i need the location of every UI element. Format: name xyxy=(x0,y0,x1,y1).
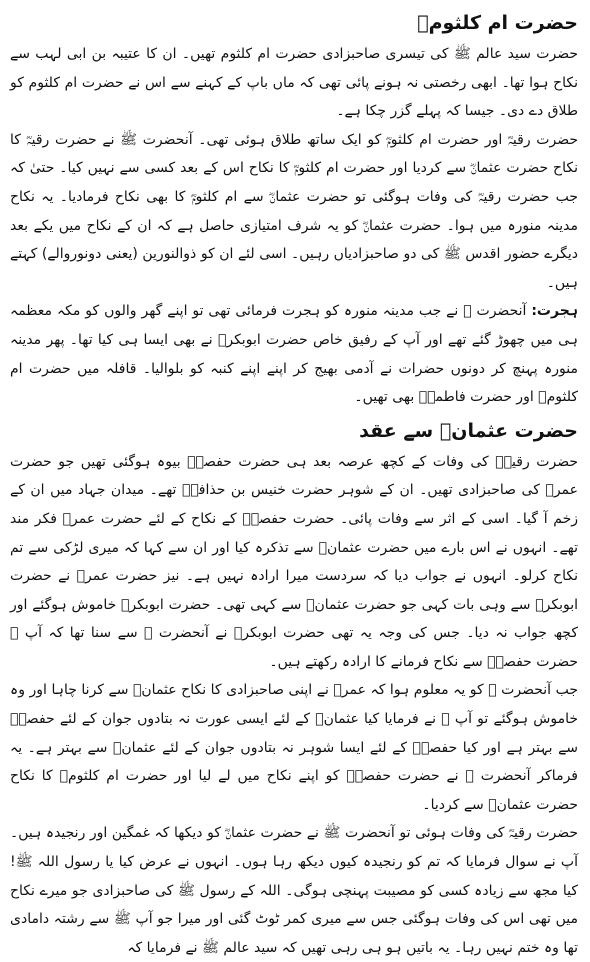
paragraph: حضرت رقیہؓ کی وفات ہوئی تو آنحضرت ﷺ نے حضرت عثمانؓ کو دیکھا کہ غمگین اور رنجیدہ ہیں۔ آپ نے سوال فرمایا کہ تم کو رنجیدہ کیوں دیکھ رہا ہوں۔ انہوں نے عرض کیا یا رسول اللہ ﷺ! کیا مجھ سے زیادہ کسی کو مصیبت پہنچی ہوگی۔ اللہ کے رسول ﷺ کی صاحبزادی جو میرے نکاح میں تھی اس کی وفات ہوگئی جس سے میری کمر ٹوٹ گئی اور میرا جو آپ ﷺ سے رشتہ دامادی تھا وہ ختم نہیں رہا۔ یہ باتیں ہو ہی رہی تھیں کہ سید عالم ﷺ نے فرمایا کہ xyxy=(10,825,578,956)
paragraph: جب آنحضرت ﷺ کو یہ معلوم ہوا کہ عمرؓ نے اپنی صاحبزادی کا نکاح عثمانؓ سے کرنا چاہا اور وہ خاموش ہوگئے تو آپ ﷺ نے فرمایا کیا عثمانؓ کے لئے ایسی عورت نہ بتادوں جوان کے لئے حفصہؓ سے بہتر ہے اور کیا حفصہؓ کے لئے ایسا شوہر نہ بتادوں جوان کے لئے عثمانؓ سے بہتر ہے۔ یہ فرماکر آنحضرت ﷺ نے حضرت حفصہؓ کو اپنے نکاح میں لے لیا اور حضرت ام کلثومؓ کا نکاح حضرت عثمانؓ سے کردیا۔ xyxy=(10,682,578,813)
paragraph-hijrat xyxy=(10,297,578,411)
section-heading-marriage: حضرت عثمانؓ سے عقد xyxy=(359,419,578,442)
hijrat-label: ہجرت: xyxy=(531,303,578,320)
paragraph: حضرت رقیہؓ کی وفات کے کچھ عرصہ بعد ہی حضرت حفصہؓ بیوہ ہوگئی تھیں جو حضرت عمرؓ کی صاحبزادی تھیں۔ ان کے شوہر حضرت خنیس بن حذافہؓ تھے۔ میدان جہاد میں ان کے زخم آ گیا۔ اسی کے اثر سے وفات پائی۔ حضرت حفصہؓ کے نکاح کے لئے حضرت عمرؓ فکر مند تھے۔ انہوں نے اس بارے میں حضرت عثمانؓ سے تذکرہ کیا اور ان سے کہا کہ میری لڑکی سے تم نکاح کرلو۔ انہوں نے جواب دیا کہ سردست میرا ارادہ نہیں ہے۔ نیز حضرت عمرؓ نے حضرت ابوبکرؓ سے وہی بات کہی جو حضرت عثمانؓ سے کہی تھی۔ حضرت ابوبکرؓ خاموش ہوگئے اور کچھ جواب نہ دیا۔ جس کی وجہ یہ تھی حضرت ابوبکرؓ نے آنحضرت ﷺ سے سنا تھا کہ آپ ﷺ حضرت حفصہؓ سے نکاح فرمانے کا ارادہ رکھتے ہیں۔ xyxy=(10,453,578,670)
section-heading-umm-kulthum: حضرت ام کلثومؓ xyxy=(417,12,578,34)
paragraph: حضرت رقیہؓ اور حضرت ام کلثومؓ کو ایک ساتھ طلاق ہوئی تھی۔ آنحضرت ﷺ نے حضرت رقیہؓ کا نکاح حضرت عثمانؓ سے کردیا اور حضرت ام کلثومؓ کا نکاح اس کے بعد کسی سے نہیں کیا۔ حتیٰ کہ جب حضرت رقیہؓ کی وفات ہوگئی تو حضرت عثمانؓ سے ام کلثومؓ کا بھی نکاح فرمادیا۔ یہ نکاح مدینہ منورہ میں ہوا۔ حضرت عثمانؓ کو یہ شرف امتیازی حاصل ہے کہ ان کے نکاح میں یکے بعد دیگرے حضور اقدس ﷺ کی دو صاحبزادیاں رہیں۔ اسی لئے ان کو ذوالنورین (یعنی دونوروالے) کہتے ہیں۔ xyxy=(10,131,578,291)
hijrat-text: آنحضرت ﷺ نے جب مدینہ منورہ کو ہجرت فرمائی تھی تو اپنے گھر والوں کو مکہ معظمہ ہی میں چھوڑ گئے تھے اور آپ کے رفیق خاص حضرت ابوبکرؓ نے بھی ایسا ہی کیا تھا۔ پھر مدینہ منورہ پہنچ کر دونوں حضرات نے آدمی بھیج کر اپنے اپنے کنبہ کو بلوالیا۔ قافلہ میں حضرت ام کلثومؓ اور حضرت فاطمہؓ بھی تھیں۔ xyxy=(10,303,578,406)
paragraph: حضرت سید عالم ﷺ کی تیسری صاحبزادی حضرت ام کلثوم تھیں۔ ان کا عتیبہ بن ابی لہب سے نکاح ہوا تھا۔ ابھی رخصتی نہ ہونے پائی تھی کہ ماں باپ کے کہنے سے اس نے حضرت ام کلثوم کو طلاق دے دی۔ جیسا کہ پہلے گزر چکا ہے۔ xyxy=(10,46,578,120)
